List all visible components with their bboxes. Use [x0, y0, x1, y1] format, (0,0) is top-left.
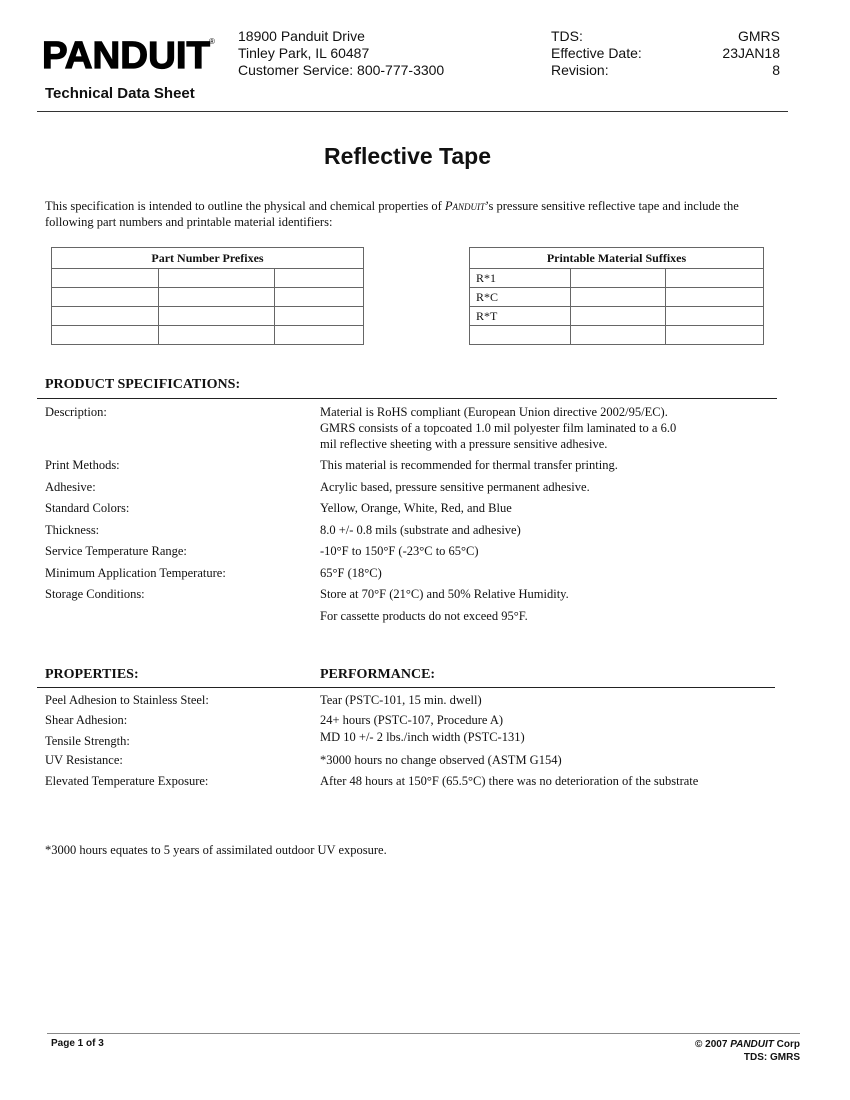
address-line: Customer Service: 800-777-3300 — [238, 62, 445, 78]
copyright-suffix: Corp — [773, 1039, 800, 1050]
property-value: 24+ hours (PSTC-107, Procedure A) — [320, 713, 504, 727]
part-number-prefixes-table — [51, 247, 364, 345]
table-row — [52, 307, 364, 326]
intro-text-after: ’s pressure sensitive reflective tape and include the following part numbers and printable material identifiers: — [45, 199, 739, 229]
suffix-cell: R*T — [470, 307, 571, 326]
suffix-cell: R*C — [470, 288, 571, 307]
property-value: Tear (PSTC-101, 15 min. dwell) — [320, 693, 482, 707]
tds-value: GMRS — [738, 28, 780, 44]
section-title: Technical Data Sheet — [45, 85, 195, 102]
table-header: Printable Material Suffixes — [470, 248, 764, 269]
spec-label: Storage Conditions: — [45, 587, 145, 601]
svg-text:®: ® — [209, 37, 215, 46]
property-value: MD 10 +/- 2 lbs./inch width (PSTC-131) — [320, 730, 525, 744]
property-label: Shear Adhesion: — [45, 713, 128, 727]
table-row — [470, 288, 764, 307]
spec-value: 65°F (18°C) — [320, 566, 382, 580]
company-address — [238, 28, 444, 79]
header-divider — [37, 111, 788, 112]
table-row — [470, 269, 764, 288]
revision-label: Revision: — [551, 62, 609, 78]
intro-paragraph — [45, 198, 775, 230]
spec-value: Acrylic based, pressure sensitive permanent adhesive. — [320, 480, 590, 494]
spec-value — [320, 586, 760, 624]
intro-text-before: This specification is intended to outline the physical and chemical properties of — [45, 199, 445, 213]
footer-tds: TDS: GMRS — [743, 1052, 800, 1063]
performance-heading: PERFORMANCE: — [320, 667, 436, 682]
spec-value-line: mil reflective sheeting with a pressure sensitive adhesive. — [320, 437, 608, 451]
address-line: Tinley Park, IL 60487 — [238, 45, 370, 61]
tds-meta-labels — [551, 28, 642, 79]
spec-value: This material is recommended for thermal transfer printing. — [320, 458, 618, 472]
properties-divider — [37, 687, 775, 688]
spec-value: Yellow, Orange, White, Red, and Blue — [320, 501, 512, 515]
property-value: *3000 hours no change observed (ASTM G154) — [320, 753, 562, 767]
property-label: Tensile Strength: — [45, 734, 130, 748]
panduit-logo — [42, 30, 218, 74]
copyright — [695, 1038, 800, 1051]
suffix-cell: R*1 — [470, 269, 571, 288]
table-header: Part Number Prefixes — [52, 248, 364, 269]
spec-label: Adhesive: — [45, 480, 96, 494]
spec-label: Print Methods: — [45, 458, 120, 472]
spec-value: -10°F to 150°F (-23°C to 65°C) — [320, 544, 479, 558]
printable-material-suffixes-table — [469, 247, 764, 345]
uv-footnote: *3000 hours equates to 5 years of assimilated outdoor UV exposure. — [45, 843, 387, 857]
footer-divider — [47, 1033, 800, 1034]
page-number: Page 1 of 3 — [51, 1038, 104, 1049]
product-specs-heading: PRODUCT SPECIFICATIONS: — [45, 377, 241, 392]
copyright-prefix: © 2007 — [695, 1039, 731, 1050]
spec-value-line: GMRS consists of a topcoated 1.0 mil polyester film laminated to a 6.0 — [320, 421, 677, 435]
footer-right — [695, 1038, 800, 1064]
document-title: Reflective Tape — [323, 143, 492, 169]
table-row — [470, 326, 764, 345]
spec-value-line: Material is RoHS compliant (European Union directive 2002/95/EC). — [320, 405, 668, 419]
spec-label: Description: — [45, 405, 107, 419]
table-row — [52, 288, 364, 307]
spec-value — [320, 404, 760, 452]
address-line: 18900 Panduit Drive — [238, 28, 365, 44]
spec-label: Standard Colors: — [45, 501, 130, 515]
property-label: UV Resistance: — [45, 753, 123, 767]
spec-label: Thickness: — [45, 523, 100, 537]
property-label: Peel Adhesion to Stainless Steel: — [45, 693, 209, 707]
spec-label: Service Temperature Range: — [45, 544, 187, 558]
table-row — [52, 269, 364, 288]
table-row — [52, 326, 364, 345]
table-row — [470, 307, 764, 326]
spec-value-line: For cassette products do not exceed 95°F. — [320, 609, 528, 623]
revision-value: 8 — [772, 62, 780, 78]
properties-heading: PROPERTIES: — [45, 667, 139, 682]
product-specs-divider — [37, 398, 777, 399]
spec-label: Minimum Application Temperature: — [45, 566, 226, 580]
effective-date-label: Effective Date: — [551, 45, 642, 61]
svg-text:PANDUIT: PANDUIT — [42, 35, 210, 74]
effective-date-value: 23JAN18 — [722, 45, 780, 61]
property-value: After 48 hours at 150°F (65.5°C) there was no deterioration of the substrate — [320, 774, 699, 788]
tds-meta-values — [722, 28, 780, 79]
property-label: Elevated Temperature Exposure: — [45, 774, 209, 788]
spec-value-line: Store at 70°F (21°C) and 50% Relative Humidity. — [320, 587, 569, 601]
intro-brand: Panduit — [444, 199, 486, 213]
tds-label: TDS: — [551, 28, 583, 44]
spec-value: 8.0 +/- 0.8 mils (substrate and adhesive) — [320, 523, 521, 537]
copyright-brand: PANDUIT — [730, 1039, 774, 1050]
